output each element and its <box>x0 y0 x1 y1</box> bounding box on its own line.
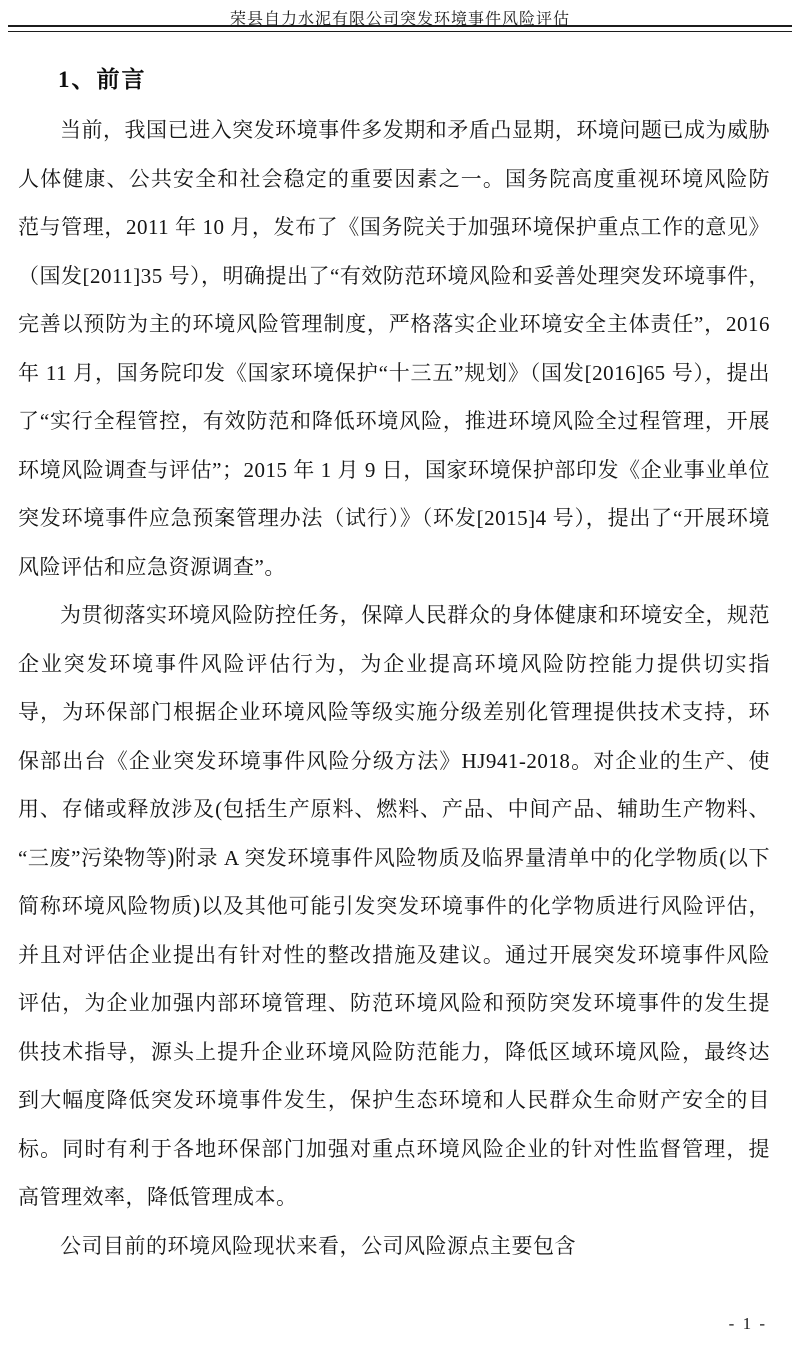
header-rule-thick <box>8 25 792 27</box>
document-body <box>0 61 800 1270</box>
body-text <box>18 106 770 1270</box>
header-rule-thin <box>8 31 792 32</box>
paragraph-2: 为贯彻落实环境风险防控任务，保障人民群众的身体健康和环境安全，规范企业突发环境事件风险评估行为，为企业提高环境风险防控能力提供切实指导，为环保部门根据企业环境风险等级实施分级差别化管理提供技术支持，环保部出台《企业突发环境事件风险分级方法》HJ941-2018。对企业的生产、使用、存储或释放涉及(包括生产原料、燃料、产品、中间产品、辅助生产物料、“三废”污染物等)附录 A 突发环境事件风险物质及临界量清单中的化学物质(以下简称环境风险物质)以及其他可能引发突发环境事件的化学物质进行风险评估，并且对评估企业提出有针对性的整改措施及建议。通过开展突发环境事件风险评估，为企业加强内部环境管理、防范环境风险和预防突发环境事件的发生提供技术指导，源头上提升企业环境风险防范能力，降低区域环境风险，最终达到大幅度降低突发环境事件发生，保护生态环境和人民群众生命财产安全的目标。同时有利于各地环保部门加强对重点环境风险企业的针对性监督管理，提高管理效率，降低管理成本。 <box>18 603 770 1209</box>
paragraph-1: 当前，我国已进入突发环境事件多发期和矛盾凸显期，环境问题已成为威胁人体健康、公共安全和社会稳定的重要因素之一。国务院高度重视环境风险防范与管理，2011 年 10 月，发布了《国务院关于加强环境保护重点工作的意见》（国发[2011]35 号），明确提出了“有效防范环境风险和妥善处理突发环境事件，完善以预防为主的环境风险管理制度，严格落实企业环境安全主体责任”，2016 年 11 月，国务院印发《国家环境保护“十三五”规划》（国发[2016]65 号），提出了“实行全程管控，有效防范和降低环境风险，推进环境风险全过程管理，开展环境风险调查与评估”；2015 年 1 月 9 日，国家环境保护部印发《企业事业单位突发环境事件应急预案管理办法（试行）》（环发[2015]4 号），提出了“开展环境风险评估和应急资源调查”。 <box>18 118 770 579</box>
section-heading: 1、前言 <box>58 67 147 92</box>
page-number: - 1 - <box>728 1314 767 1333</box>
page-header-title: 荣县自力水泥有限公司突发环境事件风险评估 <box>229 11 570 28</box>
paragraph-3: 公司目前的环境风险现状来看，公司风险源点主要包含 <box>60 1233 576 1258</box>
